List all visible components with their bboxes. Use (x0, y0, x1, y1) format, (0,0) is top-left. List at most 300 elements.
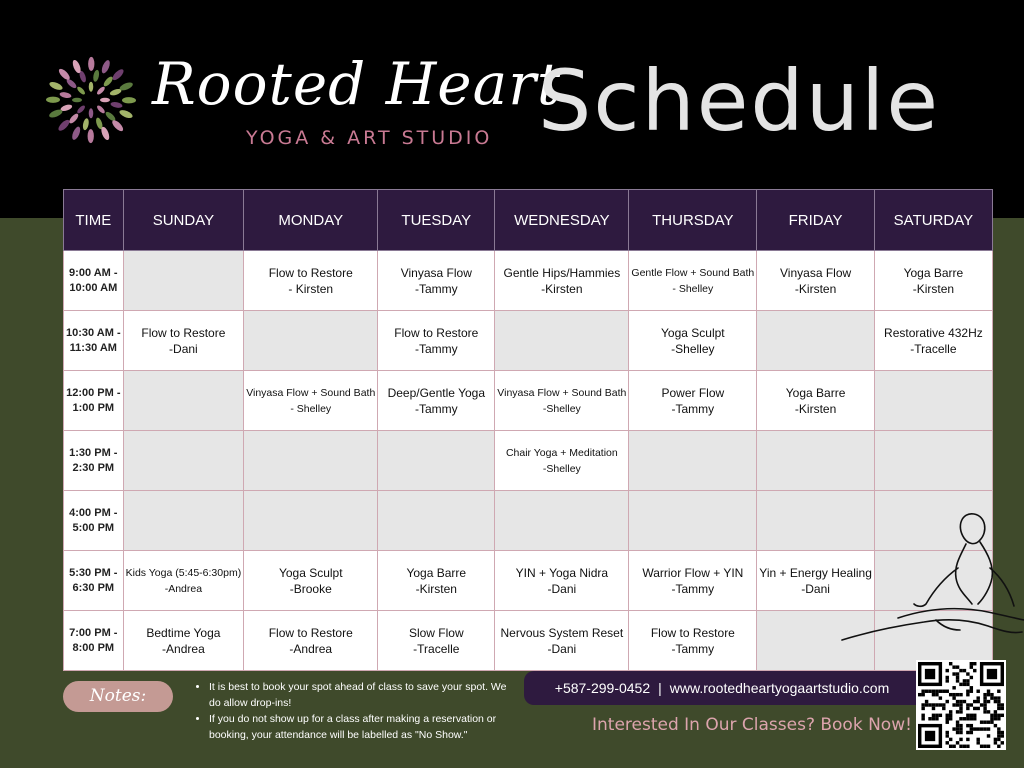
time-slot (64, 491, 124, 551)
instructor-name: -Shelley (671, 341, 715, 356)
qr-module (939, 703, 942, 706)
qr-module (935, 717, 938, 720)
qr-module (990, 714, 993, 717)
qr-module (973, 717, 976, 720)
empty-slot (874, 431, 992, 491)
class-name: Yoga Sculpt (661, 325, 725, 340)
qr-module (959, 745, 962, 748)
mandala-petal (102, 75, 114, 88)
qr-module (959, 710, 962, 713)
qr-module (966, 679, 969, 682)
website-link[interactable]: www.rootedheartyogaartstudio.com (669, 680, 890, 696)
header-thursday: THURSDAY (629, 190, 757, 251)
instructor-name: -Brooke (289, 581, 332, 596)
qr-module (994, 738, 997, 741)
time-line: 5:30 PM - (69, 566, 118, 579)
class-name: Vinyasa Flow (400, 265, 472, 280)
qr-module (983, 727, 986, 730)
qr-module (959, 700, 962, 703)
class-name: Vinyasa Flow (780, 265, 852, 280)
qr-module (921, 703, 924, 706)
qr-module (959, 703, 962, 706)
qr-module (976, 696, 979, 699)
qr-module (976, 690, 979, 693)
qr-module (939, 714, 942, 717)
qr-module (997, 717, 1000, 720)
qr-module (946, 720, 949, 723)
header-saturday: SATURDAY (874, 190, 992, 251)
qr-module (956, 693, 959, 696)
class-slot[interactable] (874, 251, 992, 311)
class-slot[interactable] (123, 551, 244, 611)
qr-module (987, 700, 990, 703)
header-wednesday: WEDNESDAY (495, 190, 629, 251)
qr-finder (925, 669, 935, 679)
qr-module (966, 693, 969, 696)
empty-slot (495, 491, 629, 551)
qr-module (976, 738, 979, 741)
class-name: Flow to Restore (394, 325, 479, 340)
class-name: Flow to Restore (268, 265, 353, 280)
qr-module (963, 717, 966, 720)
class-slot[interactable] (495, 611, 629, 671)
qr-module (990, 717, 993, 720)
qr-module (956, 700, 959, 703)
table-header-row (64, 190, 993, 251)
qr-finder (987, 669, 997, 679)
brand-name: Rooted Heart (152, 50, 562, 118)
qr-module (973, 714, 976, 717)
instructor-name: - Shelley (290, 402, 332, 415)
qr-module (949, 714, 952, 717)
qr-module (976, 741, 979, 744)
qr-module (987, 693, 990, 696)
qr-module (970, 717, 973, 720)
qr-module (956, 679, 959, 682)
qr-module (928, 690, 931, 693)
qr-module (966, 672, 969, 675)
qr-module (966, 745, 969, 748)
class-name: Yoga Barre (406, 565, 467, 580)
qr-module (966, 731, 969, 734)
qr-module (963, 683, 966, 686)
empty-slot (629, 431, 757, 491)
mandala-petal (89, 82, 94, 92)
qr-module (966, 724, 969, 727)
empty-slot (629, 491, 757, 551)
qr-module (994, 710, 997, 713)
qr-module (946, 700, 949, 703)
qr-module (983, 745, 986, 748)
class-slot[interactable] (123, 311, 244, 371)
qr-module (1001, 741, 1004, 744)
class-slot[interactable] (244, 551, 378, 611)
note-item: • If you do not show up for a class after making a reservation or booking, your attendance will be labelled as "No Show." (209, 711, 519, 743)
mandala-petal (122, 97, 136, 103)
qr-module (949, 710, 952, 713)
qr-module (997, 703, 1000, 706)
empty-slot (123, 251, 244, 311)
class-name: Nervous System Reset (500, 625, 624, 640)
time-line: 10:00 AM (69, 281, 118, 294)
qr-module (966, 738, 969, 741)
mandala-petal (89, 108, 94, 118)
instructor-name: -Tammy (671, 581, 715, 596)
qr-module (966, 714, 969, 717)
class-slot[interactable] (378, 371, 495, 431)
instructor-name: -Tammy (414, 401, 458, 416)
class-slot[interactable] (123, 611, 244, 671)
empty-slot (757, 431, 875, 491)
time-slot (64, 251, 124, 311)
qr-module (921, 693, 924, 696)
qr-module (932, 690, 935, 693)
qr-module (997, 700, 1000, 703)
mandala-petal (57, 118, 71, 132)
contact-bar (524, 671, 920, 705)
qr-module (946, 690, 949, 693)
class-name: Flow to Restore (268, 625, 353, 640)
class-slot[interactable] (629, 611, 757, 671)
class-name: Gentle Flow + Sound Bath (631, 266, 755, 279)
header-time: TIME (64, 190, 124, 251)
qr-module (973, 727, 976, 730)
qr-module (963, 745, 966, 748)
qr-module (956, 703, 959, 706)
class-slot[interactable] (874, 311, 992, 371)
class-name: Flow to Restore (141, 325, 226, 340)
qr-module (935, 693, 938, 696)
qr-module (994, 700, 997, 703)
time-line: 7:00 PM - (69, 626, 118, 639)
qr-module (994, 714, 997, 717)
class-slot[interactable] (495, 431, 629, 491)
empty-slot (123, 491, 244, 551)
phone-number[interactable]: +587-299-0452 (554, 680, 651, 696)
class-slot[interactable] (629, 251, 757, 311)
time-slot (64, 431, 124, 491)
qr-module (963, 679, 966, 682)
qr-module (980, 745, 983, 748)
time-line: 6:30 PM (72, 581, 115, 594)
qr-module (932, 703, 935, 706)
qr-module (994, 741, 997, 744)
qr-module (963, 669, 966, 672)
book-now-cta[interactable]: Interested In Our Classes? Book Now! (592, 715, 912, 735)
qr-module (987, 710, 990, 713)
qr-module (935, 690, 938, 693)
qr-module (970, 703, 973, 706)
mandala-petal (111, 68, 125, 82)
qr-module (990, 696, 993, 699)
qr-module (987, 745, 990, 748)
class-name: Bedtime Yoga (146, 625, 221, 640)
mandala-petal (57, 67, 71, 81)
empty-slot (757, 311, 875, 371)
mandala-petal (88, 57, 94, 71)
instructor-name: -Kirsten (415, 581, 457, 596)
instructor-name: -Dani (547, 581, 577, 596)
mandala-petal (59, 91, 72, 99)
qr-module (921, 717, 924, 720)
instructor-name: - Kirsten (288, 281, 334, 296)
header-friday: FRIDAY (757, 190, 875, 251)
qr-module (983, 696, 986, 699)
class-name: Flow to Restore (650, 625, 735, 640)
qr-module (1001, 703, 1004, 706)
instructor-name: -Kirsten (912, 281, 955, 296)
qr-module (973, 700, 976, 703)
class-slot[interactable] (629, 311, 757, 371)
header-monday: MONDAY (244, 190, 378, 251)
qr-module (956, 710, 959, 713)
qr-module (952, 693, 955, 696)
note-item: • It is best to book your spot ahead of class to save your spot. We do allow drop-ins! (209, 679, 519, 711)
class-slot[interactable] (244, 251, 378, 311)
class-slot[interactable] (757, 251, 875, 311)
class-name: Power Flow (661, 385, 725, 400)
class-name: Yoga Barre (785, 385, 846, 400)
qr-module (946, 676, 949, 679)
qr-module (966, 683, 969, 686)
qr-module (959, 731, 962, 734)
class-name: Vinyasa Flow + Sound Bath (246, 386, 376, 399)
time-line: 10:30 AM - (66, 326, 121, 339)
qr-module (970, 731, 973, 734)
qr-module (1001, 707, 1004, 710)
empty-slot (244, 431, 378, 491)
mandala-petal (100, 98, 110, 103)
qr-module (932, 693, 935, 696)
class-slot[interactable] (495, 551, 629, 611)
qr-module (990, 720, 993, 723)
class-name: Deep/Gentle Yoga (387, 385, 485, 400)
qr-module (1001, 734, 1004, 737)
time-slot (64, 311, 124, 371)
qr-module (987, 690, 990, 693)
qr-module (970, 727, 973, 730)
mandala-petal (71, 126, 82, 141)
instructor-name: -Tammy (414, 281, 458, 296)
mandala-petal (68, 112, 80, 125)
qr-module (942, 707, 945, 710)
brand-subtitle: YOGA & ART STUDIO (246, 127, 493, 149)
qr-module (970, 662, 973, 665)
qr-module (932, 714, 935, 717)
qr-module (952, 745, 955, 748)
notes-list (195, 679, 519, 743)
qr-module (987, 727, 990, 730)
class-slot[interactable] (378, 311, 495, 371)
qr-module (970, 714, 973, 717)
qr-module (918, 693, 921, 696)
class-slot[interactable] (378, 551, 495, 611)
qr-module (921, 714, 924, 717)
qr-module (997, 714, 1000, 717)
mandala-petal (76, 85, 86, 95)
qr-module (983, 703, 986, 706)
qr-module (966, 690, 969, 693)
qr-module (959, 717, 962, 720)
qr-module (987, 734, 990, 737)
qr-module (994, 724, 997, 727)
qr-module (952, 703, 955, 706)
qr-module (997, 731, 1000, 734)
time-line: 8:00 PM (72, 641, 115, 654)
qr-module (946, 731, 949, 734)
time-slot (64, 611, 124, 671)
qr-module (925, 690, 928, 693)
qr-module (980, 720, 983, 723)
time-line: 1:00 PM (72, 401, 115, 414)
class-name: Yoga Sculpt (278, 565, 343, 580)
qr-module (952, 672, 955, 675)
qr-module (983, 720, 986, 723)
qr-module (980, 703, 983, 706)
mandala-petal (96, 104, 106, 114)
qr-module (925, 703, 928, 706)
class-slot[interactable] (629, 371, 757, 431)
empty-slot (123, 431, 244, 491)
qr-module (997, 727, 1000, 730)
instructor-name: -Kirsten (794, 401, 837, 416)
qr-module (921, 690, 924, 693)
instructor-name: -Shelley (542, 402, 581, 415)
qr-module (959, 669, 962, 672)
qr-module (946, 734, 949, 737)
qr-module (997, 707, 1000, 710)
time-line: 11:30 AM (69, 341, 117, 354)
empty-slot (244, 311, 378, 371)
lotus-mandala-icon (38, 55, 144, 145)
table-row (64, 311, 993, 371)
table-row (64, 431, 993, 491)
qr-module (1001, 714, 1004, 717)
class-slot[interactable] (495, 371, 629, 431)
mandala-petal (100, 59, 111, 74)
qr-module (994, 696, 997, 699)
notes-label: Notes: (63, 681, 173, 712)
qr-module (946, 714, 949, 717)
qr-module (1001, 731, 1004, 734)
qr-module (959, 683, 962, 686)
class-name: Restorative 432Hz (884, 325, 983, 340)
class-name: Kids Yoga (5:45-6:30pm) (125, 566, 242, 579)
mandala-petal (111, 119, 125, 133)
qr-module (949, 738, 952, 741)
empty-slot (378, 431, 495, 491)
qr-module (928, 717, 931, 720)
class-name: Gentle Hips/Hammies (503, 265, 621, 280)
mandala-petal (46, 97, 60, 103)
qr-module (973, 707, 976, 710)
qr-module (952, 665, 955, 668)
qr-module (935, 714, 938, 717)
class-slot[interactable] (757, 371, 875, 431)
empty-slot (123, 371, 244, 431)
qr-module (959, 693, 962, 696)
qr-module (925, 700, 928, 703)
mandala-petal (118, 108, 133, 119)
instructor-name: -Shelley (542, 462, 581, 475)
mandala-petal (92, 69, 100, 82)
class-slot[interactable] (495, 251, 629, 311)
table-row (64, 251, 993, 311)
time-slot (64, 371, 124, 431)
class-slot[interactable] (378, 251, 495, 311)
class-slot[interactable] (378, 611, 495, 671)
class-slot[interactable] (244, 371, 378, 431)
mandala-petal (76, 104, 86, 114)
qr-module (956, 731, 959, 734)
qr-module (939, 690, 942, 693)
qr-module (970, 686, 973, 689)
instructor-name: -Tracelle (910, 341, 957, 356)
qr-module (997, 734, 1000, 737)
qr-code-icon[interactable] (916, 660, 1006, 750)
empty-slot (378, 491, 495, 551)
qr-module (932, 707, 935, 710)
qr-module (949, 745, 952, 748)
qr-module (928, 703, 931, 706)
header-sunday: SUNDAY (123, 190, 244, 251)
qr-module (956, 665, 959, 668)
instructor-name: -Tammy (414, 341, 458, 356)
mandala-petal (48, 80, 63, 91)
qr-module (973, 669, 976, 672)
qr-module (970, 724, 973, 727)
mandala-petal (82, 118, 90, 131)
qr-module (976, 700, 979, 703)
qr-module (939, 696, 942, 699)
mandala-petal (110, 101, 123, 109)
qr-module (949, 693, 952, 696)
qr-module (983, 707, 986, 710)
qr-module (966, 707, 969, 710)
qr-module (970, 690, 973, 693)
instructor-name: -Andrea (162, 641, 205, 656)
qr-module (997, 745, 1000, 748)
qr-module (997, 690, 1000, 693)
class-slot[interactable] (244, 611, 378, 671)
instructor-name: -Tammy (671, 401, 715, 416)
qr-module (956, 676, 959, 679)
qr-module (921, 707, 924, 710)
class-name: Warrior Flow + YIN (642, 565, 744, 580)
qr-module (956, 724, 959, 727)
instructor-name: -Tammy (671, 641, 715, 656)
qr-module (946, 669, 949, 672)
qr-module (997, 738, 1000, 741)
qr-module (959, 724, 962, 727)
qr-module (980, 727, 983, 730)
instructor-name: -Dani (169, 341, 198, 356)
instructor-name: -Kirsten (541, 281, 583, 296)
qr-module (973, 662, 976, 665)
qr-module (946, 741, 949, 744)
instructor-name: -Tracelle (413, 641, 460, 656)
mandala-petal (72, 98, 82, 103)
class-slot[interactable] (629, 551, 757, 611)
qr-module (976, 727, 979, 730)
qr-module (956, 741, 959, 744)
qr-module (970, 665, 973, 668)
qr-module (983, 693, 986, 696)
time-line: 9:00 AM - (69, 266, 118, 279)
qr-module (970, 676, 973, 679)
qr-module (956, 727, 959, 730)
qr-module (959, 727, 962, 730)
